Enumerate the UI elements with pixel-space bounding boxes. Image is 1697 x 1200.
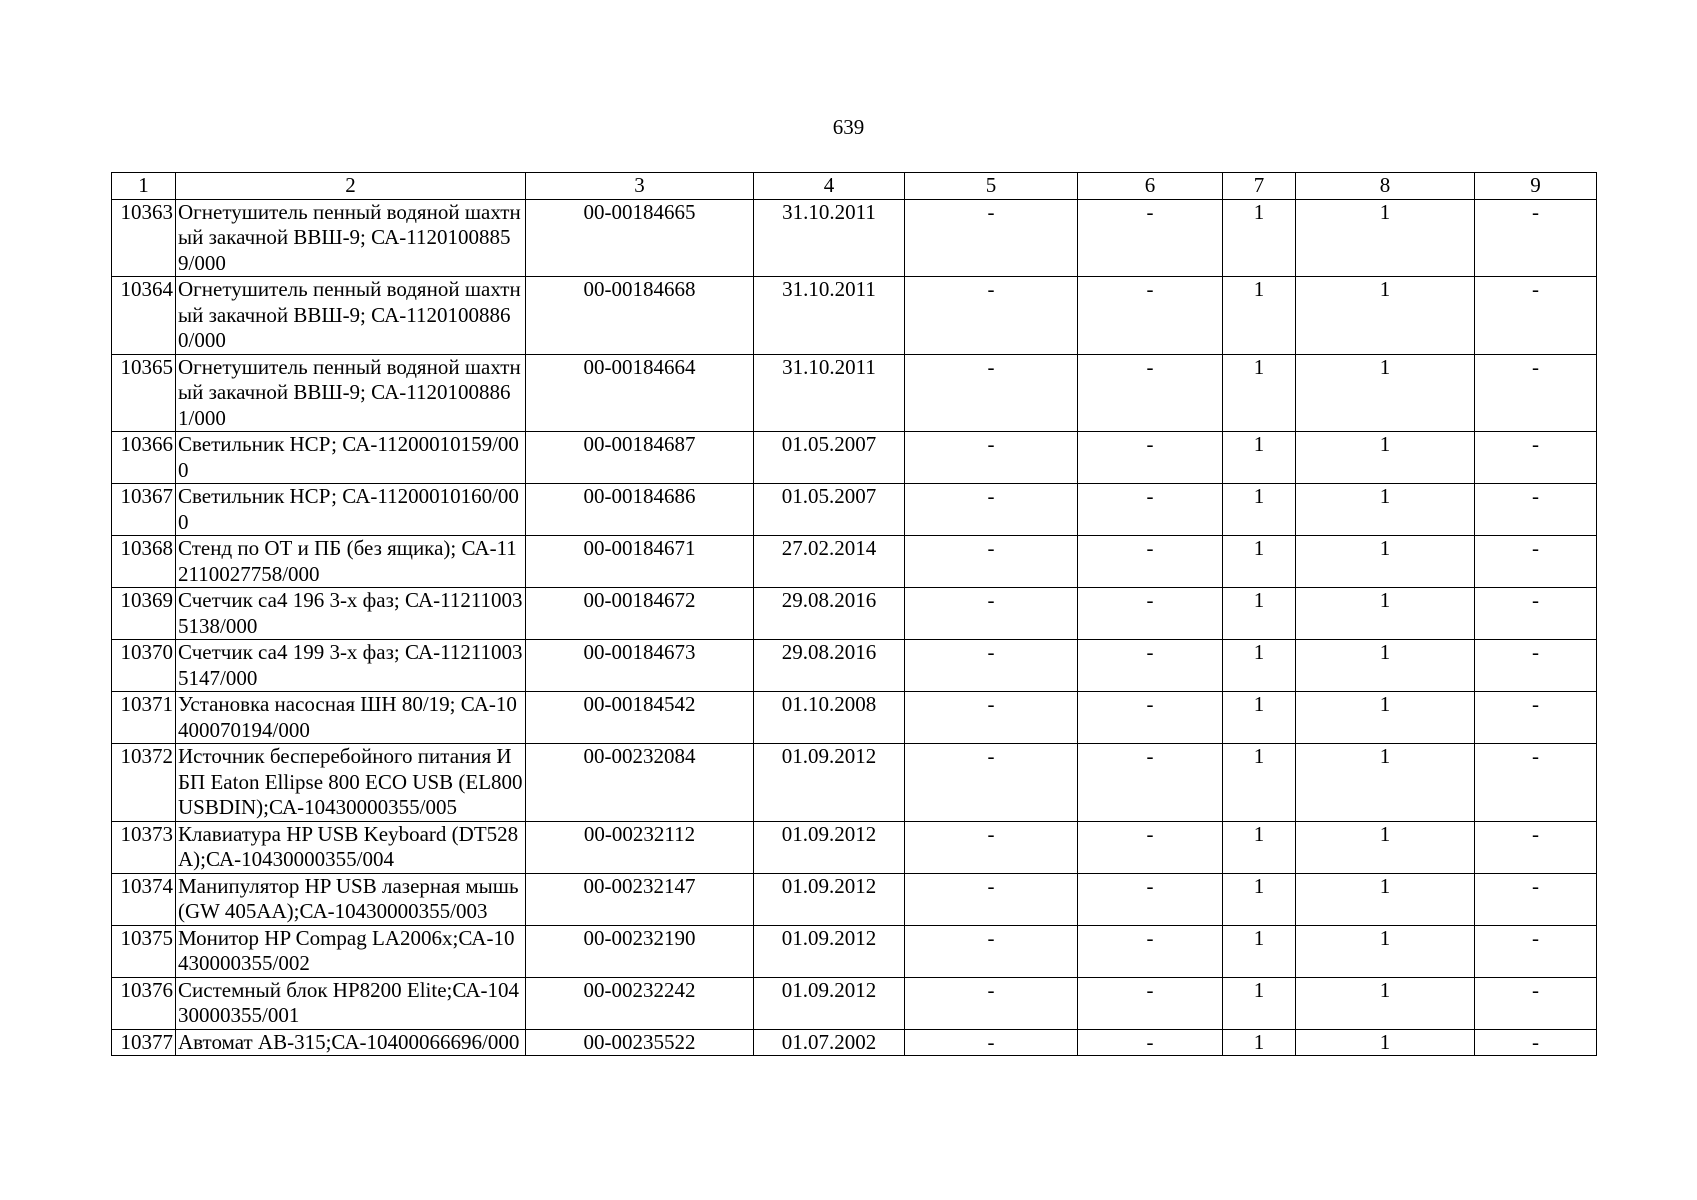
column-9-cell: - <box>1475 821 1597 873</box>
date-cell: 27.02.2014 <box>754 536 905 588</box>
table-row <box>112 640 1597 692</box>
column-7-cell: 1 <box>1223 1029 1296 1056</box>
table-row <box>112 199 1597 277</box>
column-5-cell: - <box>905 692 1078 744</box>
date-cell: 01.09.2012 <box>754 821 905 873</box>
column-5-cell: - <box>905 640 1078 692</box>
column-9-cell: - <box>1475 484 1597 536</box>
column-8-cell: 1 <box>1296 588 1475 640</box>
item-name-cell: Счетчик са4 199 3-х фаз; СА-112110035147/000 <box>176 640 526 692</box>
column-6-cell: - <box>1078 588 1223 640</box>
column-header: 1 <box>112 173 176 200</box>
column-9-cell: - <box>1475 588 1597 640</box>
date-cell: 29.08.2016 <box>754 588 905 640</box>
column-6-cell: - <box>1078 977 1223 1029</box>
column-8-cell: 1 <box>1296 277 1475 355</box>
inventory-code-cell: 00-00232084 <box>526 744 754 822</box>
row-number-cell: 10367 <box>112 484 176 536</box>
column-5-cell: - <box>905 821 1078 873</box>
table-row <box>112 873 1597 925</box>
column-9-cell: - <box>1475 873 1597 925</box>
date-cell: 31.10.2011 <box>754 199 905 277</box>
column-5-cell: - <box>905 536 1078 588</box>
item-name-cell: Монитор HP Compag LA2006x;СА-10430000355/002 <box>176 925 526 977</box>
column-9-cell: - <box>1475 536 1597 588</box>
item-name-cell: Клавиатура HP USB Keyboard (DT528A);СА-10430000355/004 <box>176 821 526 873</box>
row-number-cell: 10364 <box>112 277 176 355</box>
column-header: 2 <box>176 173 526 200</box>
row-number-cell: 10369 <box>112 588 176 640</box>
column-8-cell: 1 <box>1296 1029 1475 1056</box>
column-6-cell: - <box>1078 821 1223 873</box>
column-7-cell: 1 <box>1223 744 1296 822</box>
column-5-cell: - <box>905 1029 1078 1056</box>
inventory-code-cell: 00-00184671 <box>526 536 754 588</box>
inventory-code-cell: 00-00232190 <box>526 925 754 977</box>
inventory-code-cell: 00-00184668 <box>526 277 754 355</box>
column-9-cell: - <box>1475 977 1597 1029</box>
date-cell: 31.10.2011 <box>754 354 905 432</box>
column-6-cell: - <box>1078 484 1223 536</box>
column-8-cell: 1 <box>1296 484 1475 536</box>
row-number-cell: 10373 <box>112 821 176 873</box>
row-number-cell: 10366 <box>112 432 176 484</box>
column-6-cell: - <box>1078 199 1223 277</box>
column-6-cell: - <box>1078 354 1223 432</box>
column-8-cell: 1 <box>1296 925 1475 977</box>
column-7-cell: 1 <box>1223 588 1296 640</box>
column-header: 7 <box>1223 173 1296 200</box>
column-5-cell: - <box>905 484 1078 536</box>
row-number-cell: 10375 <box>112 925 176 977</box>
row-number-cell: 10365 <box>112 354 176 432</box>
table-row <box>112 1029 1597 1056</box>
column-8-cell: 1 <box>1296 432 1475 484</box>
inventory-code-cell: 00-00184673 <box>526 640 754 692</box>
column-6-cell: - <box>1078 277 1223 355</box>
table-row <box>112 354 1597 432</box>
inventory-code-cell: 00-00232147 <box>526 873 754 925</box>
column-8-cell: 1 <box>1296 744 1475 822</box>
column-5-cell: - <box>905 354 1078 432</box>
column-5-cell: - <box>905 432 1078 484</box>
column-7-cell: 1 <box>1223 977 1296 1029</box>
column-5-cell: - <box>905 744 1078 822</box>
column-7-cell: 1 <box>1223 354 1296 432</box>
column-9-cell: - <box>1475 692 1597 744</box>
header-row <box>112 173 1597 200</box>
column-5-cell: - <box>905 925 1078 977</box>
date-cell: 01.09.2012 <box>754 873 905 925</box>
column-header: 8 <box>1296 173 1475 200</box>
inventory-code-cell: 00-00184665 <box>526 199 754 277</box>
item-name-cell: Светильник НСР; СА-11200010159/000 <box>176 432 526 484</box>
column-7-cell: 1 <box>1223 692 1296 744</box>
column-7-cell: 1 <box>1223 199 1296 277</box>
column-7-cell: 1 <box>1223 873 1296 925</box>
inventory-code-cell: 00-00184664 <box>526 354 754 432</box>
table-row <box>112 432 1597 484</box>
column-6-cell: - <box>1078 1029 1223 1056</box>
date-cell: 01.05.2007 <box>754 484 905 536</box>
column-5-cell: - <box>905 977 1078 1029</box>
table-row <box>112 588 1597 640</box>
column-9-cell: - <box>1475 354 1597 432</box>
column-6-cell: - <box>1078 873 1223 925</box>
column-5-cell: - <box>905 873 1078 925</box>
column-6-cell: - <box>1078 692 1223 744</box>
column-8-cell: 1 <box>1296 536 1475 588</box>
column-9-cell: - <box>1475 277 1597 355</box>
column-6-cell: - <box>1078 925 1223 977</box>
table-row <box>112 536 1597 588</box>
inventory-code-cell: 00-00184542 <box>526 692 754 744</box>
date-cell: 01.09.2012 <box>754 977 905 1029</box>
column-7-cell: 1 <box>1223 640 1296 692</box>
item-name-cell: Огнетушитель пенный водяной шахтный закачной ВВШ-9; СА-11201008861/000 <box>176 354 526 432</box>
date-cell: 31.10.2011 <box>754 277 905 355</box>
row-number-cell: 10370 <box>112 640 176 692</box>
column-6-cell: - <box>1078 744 1223 822</box>
row-number-cell: 10376 <box>112 977 176 1029</box>
date-cell: 01.07.2002 <box>754 1029 905 1056</box>
column-5-cell: - <box>905 277 1078 355</box>
item-name-cell: Светильник НСР; СА-11200010160/000 <box>176 484 526 536</box>
column-9-cell: - <box>1475 1029 1597 1056</box>
column-8-cell: 1 <box>1296 640 1475 692</box>
column-header: 3 <box>526 173 754 200</box>
column-7-cell: 1 <box>1223 536 1296 588</box>
inventory-code-cell: 00-00184672 <box>526 588 754 640</box>
row-number-cell: 10377 <box>112 1029 176 1056</box>
column-8-cell: 1 <box>1296 977 1475 1029</box>
date-cell: 01.05.2007 <box>754 432 905 484</box>
inventory-code-cell: 00-00232112 <box>526 821 754 873</box>
column-5-cell: - <box>905 199 1078 277</box>
item-name-cell: Манипулятор HP USB лазерная мышь (GW 405AA);СА-10430000355/003 <box>176 873 526 925</box>
table-row <box>112 744 1597 822</box>
column-header: 6 <box>1078 173 1223 200</box>
item-name-cell: Установка насосная ШН 80/19; СА-10400070194/000 <box>176 692 526 744</box>
column-9-cell: - <box>1475 199 1597 277</box>
item-name-cell: Стенд по ОТ и ПБ (без ящика); СА-112110027758/000 <box>176 536 526 588</box>
item-name-cell: Огнетушитель пенный водяной шахтный закачной ВВШ-9; СА-11201008859/000 <box>176 199 526 277</box>
table-row <box>112 484 1597 536</box>
column-7-cell: 1 <box>1223 484 1296 536</box>
item-name-cell: Огнетушитель пенный водяной шахтный закачной ВВШ-9; СА-11201008860/000 <box>176 277 526 355</box>
column-7-cell: 1 <box>1223 821 1296 873</box>
table-row <box>112 821 1597 873</box>
inventory-code-cell: 00-00184687 <box>526 432 754 484</box>
column-8-cell: 1 <box>1296 873 1475 925</box>
column-8-cell: 1 <box>1296 354 1475 432</box>
column-7-cell: 1 <box>1223 925 1296 977</box>
row-number-cell: 10363 <box>112 199 176 277</box>
column-5-cell: - <box>905 588 1078 640</box>
column-9-cell: - <box>1475 432 1597 484</box>
item-name-cell: Автомат АВ-315;СА-10400066696/000 <box>176 1029 526 1056</box>
table-body <box>112 199 1597 1056</box>
table-row <box>112 692 1597 744</box>
date-cell: 01.10.2008 <box>754 692 905 744</box>
row-number-cell: 10374 <box>112 873 176 925</box>
date-cell: 01.09.2012 <box>754 925 905 977</box>
column-9-cell: - <box>1475 744 1597 822</box>
inventory-code-cell: 00-00184686 <box>526 484 754 536</box>
page-number: 639 <box>832 115 865 139</box>
column-6-cell: - <box>1078 640 1223 692</box>
table-row <box>112 977 1597 1029</box>
item-name-cell: Счетчик са4 196 3-х фаз; СА-112110035138/000 <box>176 588 526 640</box>
column-6-cell: - <box>1078 432 1223 484</box>
column-8-cell: 1 <box>1296 821 1475 873</box>
column-header: 9 <box>1475 173 1597 200</box>
column-8-cell: 1 <box>1296 199 1475 277</box>
inventory-code-cell: 00-00232242 <box>526 977 754 1029</box>
column-9-cell: - <box>1475 640 1597 692</box>
item-name-cell: Системный блок HP8200 Elite;СА-10430000355/001 <box>176 977 526 1029</box>
row-number-cell: 10371 <box>112 692 176 744</box>
inventory-table <box>111 172 1597 1056</box>
inventory-code-cell: 00-00235522 <box>526 1029 754 1056</box>
date-cell: 01.09.2012 <box>754 744 905 822</box>
table-row <box>112 277 1597 355</box>
row-number-cell: 10372 <box>112 744 176 822</box>
column-header: 4 <box>754 173 905 200</box>
column-header: 5 <box>905 173 1078 200</box>
table-row <box>112 925 1597 977</box>
row-number-cell: 10368 <box>112 536 176 588</box>
column-9-cell: - <box>1475 925 1597 977</box>
column-7-cell: 1 <box>1223 432 1296 484</box>
column-8-cell: 1 <box>1296 692 1475 744</box>
item-name-cell: Источник бесперебойного питания ИБП Eaton Ellipse 800 ECO USB (EL800USBDIN);СА-10430000355/005 <box>176 744 526 822</box>
date-cell: 29.08.2016 <box>754 640 905 692</box>
column-7-cell: 1 <box>1223 277 1296 355</box>
column-6-cell: - <box>1078 536 1223 588</box>
